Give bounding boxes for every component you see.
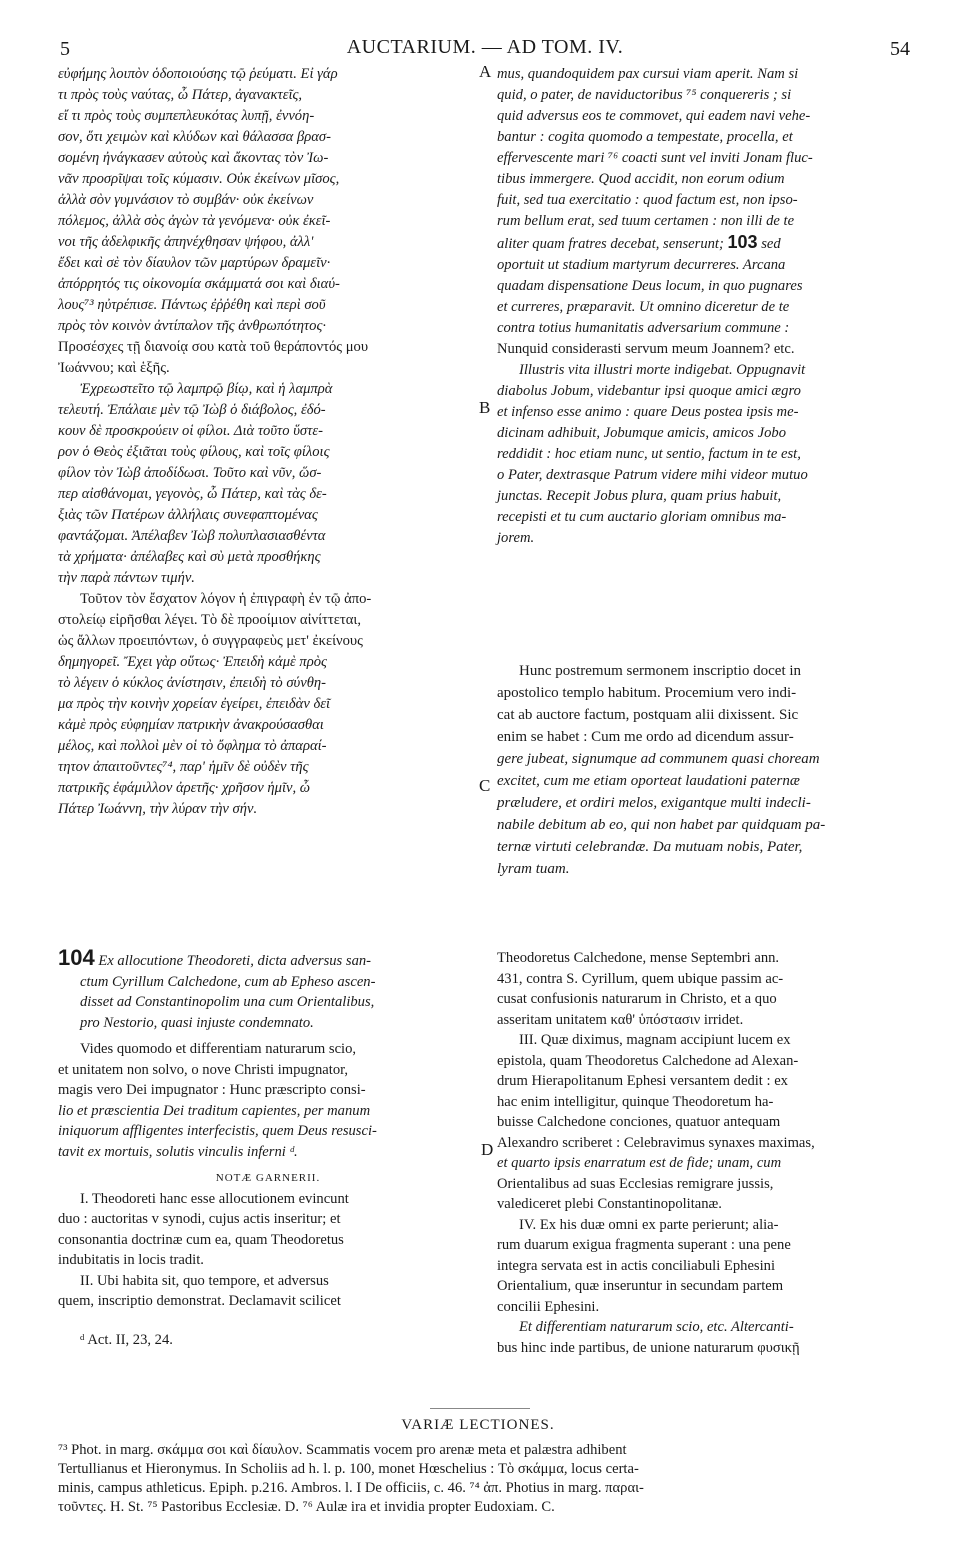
commentary-line: præludere, et ordiri melos, exigantque multi indecli-: [497, 795, 811, 811]
latin-line: tibus immergere. Quod accidit, non eorum odium: [497, 171, 785, 187]
commentary-line: integra servata est in actis conciliabuli Ephesini: [497, 1257, 776, 1274]
lower-right-commentary: [497, 948, 907, 1358]
commentary-line: Alexandro scriberet : Celebravimus synaxes maximas,: [497, 1134, 815, 1151]
latin-line: diabolus Jobum, videbantur ipsi quoque amici ægro: [497, 383, 801, 399]
commentary-line: bus hinc inde partibus, de unione naturarum φυσικῇ: [497, 1339, 800, 1356]
greek-line: στολείῳ εἰρῆσθαι λέγει. Τὸ δὲ προοίμιον αἰνίττεται,: [58, 612, 361, 628]
greek-line: νᾶν προσρῖψαι τοῖς κύμασιν. Οὐκ ἐκείνων μῖσος,: [58, 171, 340, 187]
latin-text-column: [497, 64, 907, 549]
latin-line: [497, 232, 907, 255]
notes-title: NOTÆ GARNERII.: [215, 1172, 321, 1184]
latin-line: effervescente mari ⁷⁶ coacti sunt vel inviti Jonam fluc-: [497, 150, 813, 166]
greek-line: τὰ χρήματα· ἀπέλαβες καὶ σὺ μετὰ προσθήκης: [58, 549, 321, 565]
greek-text-column: [58, 64, 478, 820]
margin-letter-c: C: [479, 776, 491, 795]
greek-line: μα πρὸς τὴν κοινὴν χορείαν ἐγείρει, ἐπειδὰν δεῖ: [58, 696, 331, 712]
commentary-line: excitet, cum me etiam oporteat laudationi paternæ: [497, 773, 800, 789]
latin-line: et curreres, præparavit. Ut omnino diceretur de te: [497, 299, 790, 315]
greek-line: ἀλλὰ σὸν γυμνάσιον τὸ συμβάν· οὐκ ἐκείνων: [58, 192, 314, 208]
greek-line: ὡς ἄλλων προειπόντων, ὁ συγγραφεὺς μετ' ἐκείνους: [58, 633, 363, 649]
commentary-line: asseritam unitatem καθ' ὑπόστασιν irridet.: [497, 1011, 744, 1028]
heading-text: Ex allocutione Theodoreti, dicta adversus san-: [98, 953, 372, 969]
greek-line: Προσέσχες τῇ διανοίᾳ σου κατὰ τοῦ θεράποντός μου: [58, 339, 369, 355]
greek-line: τὴν παρὰ πάντων τιμήν.: [58, 570, 195, 586]
page-marker-104: 104: [58, 945, 95, 970]
latin-line: quid, o pater, de naviductoribus ⁷⁵ conquereris ; si: [497, 87, 792, 103]
section-body-line: iniquorum affligentes interfecistis, quem Deus resusci-: [58, 1123, 377, 1139]
commentary-line: gere jubeat, signumque ad communem quasi choream: [497, 751, 820, 767]
latin-line: junctas. Recepit Jobus plura, quam prius habuit,: [497, 488, 782, 504]
notes-line: I. Theodoreti hanc esse allocutionem evincunt: [80, 1190, 349, 1207]
section-heading-line: disset ad Constantinopolim una cum Orientalibus,: [80, 994, 375, 1010]
section-heading-line: [58, 945, 478, 972]
margin-letter-a: A: [479, 62, 492, 81]
commentary-line: ternæ virtuti celebrandæ. Da mutuam nobis, Pater,: [497, 839, 803, 855]
greek-line: μέλος, καὶ πολλοὶ μὲν οἱ τὸ ὄφλημα τὸ ἀπαραί-: [58, 738, 327, 754]
greek-line: εὐφήμης λοιπὸν ὁδοποιούσης τῷ ῥεύματι. Εἰ γάρ: [58, 66, 338, 82]
greek-line: τελευτή. Ἐπάλαιε μὲν τῷ Ἰὼβ ὁ διάβολος, ἐδό-: [58, 402, 326, 418]
section-body-line: tavit ex mortuis, solutis vinculis inferni ᵈ.: [58, 1143, 298, 1160]
commentary-line: Et differentiam naturarum scio, etc. Altercanti-: [519, 1319, 794, 1335]
commentary-line: epistola, quam Theodoretus Calchedone ad Alexan-: [497, 1052, 799, 1069]
greek-line: τὸ λέγειν ὁ κύκλος ἀνίστησιν, ἐπειδὴ τὸ σύνθη-: [58, 675, 326, 691]
page-marker-103: 103: [727, 232, 758, 252]
latin-line-tail: sed: [761, 236, 781, 252]
footnote: ᵈ Act. II, 23, 24.: [80, 1331, 173, 1348]
margin-letter-d: D: [481, 1140, 494, 1159]
variant-line: ⁷³ Phot. in marg. σκάμμα σοι καὶ δίαυλον. Scammatis vocem pro arenæ meta et palæstra adhibent: [58, 1442, 627, 1458]
commentary-line: nabile debitum ab eo, qui non habet par quidquam pa-: [497, 817, 826, 833]
variant-line: τοῦντες. H. St. ⁷⁵ Pastoribus Ecclesiæ. D. ⁷⁶ Aulæ ira et invidia propter Eudoxiam. C.: [58, 1499, 555, 1515]
latin-line: fuit, sed tua exercitatio : quod factum est, non ipso-: [497, 192, 798, 208]
greek-line: νοι τῆς ἀδελφικῆς ἀπηνέχθησαν ψήφου, ἀλλ': [58, 234, 314, 250]
page-number-left: 5: [60, 38, 70, 60]
latin-line: reddidit : hoc etiam nunc, ut sentio, factum in te est,: [497, 446, 801, 462]
latin-line: Nunquid considerasti servum meum Joannem? etc.: [497, 341, 795, 357]
notes-line: duo : auctoritas v synodi, cujus actis inseritur; et: [58, 1211, 341, 1227]
margin-letter-b: B: [479, 398, 491, 417]
greek-line: Πάτερ Ἰωάννη, τὴν λύραν τὴν σήν.: [58, 801, 258, 817]
commentary-line: cat ab auctore factum, postquam alii dixissent. Sic: [497, 707, 799, 723]
commentary-line: IV. Ex his duæ omni ex parte perierunt; alia-: [519, 1216, 779, 1233]
latin-line: mus, quandoquidem pax cursui viam aperit. Nam si: [497, 66, 799, 82]
variant-line: Tertullianus et Hieronymus. In Scholiis ad h. l. p. 100, monet Hœschelius : Τὸ σκάμμα, locus certa-: [58, 1461, 639, 1477]
greek-line: πρὸς τὸν κοινὸν ἀντίπαλον τῆς ἀνθρωπότητος·: [58, 318, 327, 334]
running-header: [60, 36, 910, 62]
commentary-line: 431, contra S. Cyrillum, quem ubique passim ac-: [497, 970, 784, 987]
commentary-line: hac enim intelligitur, quinque Theodoretum ha-: [497, 1093, 774, 1110]
latin-line: quadam dispensatione Deus locum, in quo pugnares: [497, 278, 803, 294]
running-title: AUCTARIUM. — AD TOM. IV.: [346, 36, 624, 58]
greek-line: λους⁷³ ηὐτρέπισε. Πάντως ἐῤῥέθη καὶ περὶ σοῦ: [58, 297, 326, 313]
greek-line: πόλεμος, ἀλλὰ σὸς ἀγὼν τὰ γενόμενα· οὐκ ἐκεῖ-: [58, 213, 331, 229]
commentary-line: Hunc postremum sermonem inscriptio docet in: [519, 663, 802, 679]
greek-line: δημηγορεῖ. Ἔχει γὰρ οὕτως· Ἐπειδὴ κἀμὲ πρὸς: [58, 654, 327, 670]
latin-line: Illustris vita illustri morte indigebat. Oppugnavit: [519, 362, 806, 378]
latin-line: oportuit ut stadium martyrum decurreres. Arcana: [497, 257, 786, 273]
commentary-line: rum duarum exigua fragmenta superant : una pene: [497, 1237, 791, 1253]
latin-line: jorem.: [497, 530, 535, 546]
divider-rule: [430, 1408, 530, 1409]
variant-line: minis, campus athleticus. Epiph. p.216. Ambros. l. I De officiis, c. 46. ⁷⁴ ἀπ. Photius in marg. παραι-: [58, 1480, 644, 1496]
section-body-line: Vides quomodo et differentiam naturarum scio,: [80, 1041, 357, 1057]
notes-line: II. Ubi habita sit, quo tempore, et adversus: [80, 1272, 329, 1289]
commentary-line: apostolico templo habitum. Procemium vero indi-: [497, 685, 797, 701]
greek-line: τητον ἀπαιτοῦντες⁷⁴, παρ' ἡμῖν δὲ οὐδὲν τῆς: [58, 759, 309, 775]
latin-line: bantur : cogita quomodo a tempestate, procella, et: [497, 129, 793, 145]
latin-line: et infenso esse animo : quare Deus postea ipsis me-: [497, 404, 799, 420]
section-body-line: et unitatem non solvo, o nove Christi impugnator,: [58, 1061, 349, 1078]
greek-line: σον, ὅτι χειμὼν καὶ κλύδων καὶ θάλασσα βρασ-: [58, 129, 331, 145]
latin-line-text: aliter quam fratres decebat, senserunt;: [497, 236, 724, 252]
commentary-line: cusat confusionis naturarum in Christo, et a quo: [497, 991, 777, 1007]
notes-line: quem, inscriptio demonstrat. Declamavit scilicet: [58, 1293, 341, 1309]
section-heading-line: pro Nestorio, quasi injuste condemnato.: [80, 1014, 314, 1031]
greek-line: κἀμὲ πρὸς εὐφημίαν πατρικὴν ἀνακρούσασθαι: [58, 717, 324, 733]
greek-line: φίλον τὸν Ἰὼβ ἀποδίδωσι. Τοῦτο καὶ νῦν, ὥσ-: [58, 465, 322, 481]
greek-line: Ἰωάννου; καὶ ἑξῆς.: [58, 360, 170, 376]
commentary-line: buisse Calchedone conciones, quatuor antequam: [497, 1114, 781, 1130]
greek-line: Τοῦτον τὸν ἔσχατον λόγον ἡ ἐπιγραφὴ ἐν τῷ ἀπο-: [80, 591, 372, 607]
section-body-line: magis vero Dei impugnator : Hunc præscripto consi-: [58, 1082, 366, 1098]
commentary-line: et quarto ipsis enarratum est de fide; unam, cum: [497, 1155, 782, 1171]
commentary-line: concilii Ephesini.: [497, 1298, 600, 1315]
variae-lectiones: [58, 1441, 908, 1517]
section-104: [58, 945, 478, 1350]
commentary-line: III. Quæ diximus, magnam accipiunt lucem ex: [519, 1032, 791, 1048]
notes-line: indubitatis in locis tradit.: [58, 1252, 204, 1268]
variae-lectiones-title: VARIÆ LECTIONES.: [401, 1417, 555, 1433]
commentary-line: drum Hierapolitanum Ephesi versantem dedit : ex: [497, 1073, 788, 1089]
commentary-line: Orientalium, quæ inseruntur in secundam partem: [497, 1278, 784, 1294]
greek-line: ἔδει καὶ σὲ τὸν δίαυλον τῶν μαρτύρων δραμεῖν·: [58, 255, 331, 271]
greek-line: ἀπόρρητός τις οἰκονομία σκάμματά σοι καὶ διαύ-: [58, 276, 340, 292]
greek-line: κουν δὲ προσκρούειν οἱ φίλοι. Διὰ τοῦτο ὕστε-: [58, 423, 323, 439]
latin-line: dicinam adhibuit, Jobumque amicis, amicos Jobo: [497, 425, 786, 441]
greek-line: τι πρὸς τοὺς ναύτας, ὦ Πάτερ, ἀγανακτεῖς,: [58, 87, 303, 103]
greek-line: σομένη ἠνάγκασεν αὐτοὺς καὶ ἄκοντας τὸν Ἰω-: [58, 150, 329, 166]
latin-line: o Pater, dextrasque Patrum videre mihi videor mutuo: [497, 467, 808, 483]
greek-line: εἴ τι πρὸς τοὺς συμπεπλευκότας λυπῇ, ἐννόη-: [58, 108, 315, 124]
page-number-right: 54: [890, 38, 910, 60]
commentary-line: Theodoretus Calchedone, mense Septembri ann.: [497, 950, 780, 966]
latin-line: contra totius humanitatis adversarium commune :: [497, 320, 790, 336]
latin-line: quid adversus eos te commovet, qui eadem navi vehe-: [497, 108, 811, 124]
notes-line: consonantia doctrinæ cum ea, quam Theodoretus: [58, 1231, 344, 1248]
section-body-line: lio et præscientia Dei traditum capientes, per manum: [58, 1102, 371, 1119]
greek-line: ξιὰς τῶν Πατέρων ἀλλήλαις συνεφαπτομένας: [58, 507, 318, 523]
greek-line: Ἐχρεωστεῖτο τῷ λαμπρῷ βίῳ, καὶ ἡ λαμπρὰ: [80, 381, 333, 397]
section-heading-line: ctum Cyrillum Calchedone, cum ab Epheso ascen-: [80, 973, 376, 990]
commentary-line: enim se habet : Cum me ordo ad dicendum assur-: [497, 729, 794, 745]
greek-line: ρον ὁ Θεὸς ἐξιᾶται τοὺς φίλους, καὶ τοῖς φίλοις: [58, 444, 330, 460]
greek-line: περ αἰσθάνομαι, γεγονὸς, ὦ Πάτερ, καὶ τὰς δε-: [58, 486, 327, 502]
commentary-line: lyram tuam.: [497, 861, 570, 877]
commentary-line: Orientalibus ad suas Ecclesias remigrare jussis,: [497, 1175, 774, 1192]
greek-line: πατρικῆς ἐφάμιλλον ἀρετῆς· χρῆσον ἡμῖν, ὦ: [58, 780, 311, 796]
latin-line: rum bellum erat, sed tuum certamen : non illi de te: [497, 213, 795, 229]
latin-line: recepisti et tu cum auctario gloriam omnibus ma-: [497, 509, 787, 525]
commentary-line: valediceret plebi Constantinopolitanæ.: [497, 1196, 722, 1212]
latin-commentary: [497, 660, 907, 880]
greek-line: φαντάζομαι. Ἀπέλαβεν Ἰὼβ πολυπλασιασθέντα: [58, 528, 326, 544]
